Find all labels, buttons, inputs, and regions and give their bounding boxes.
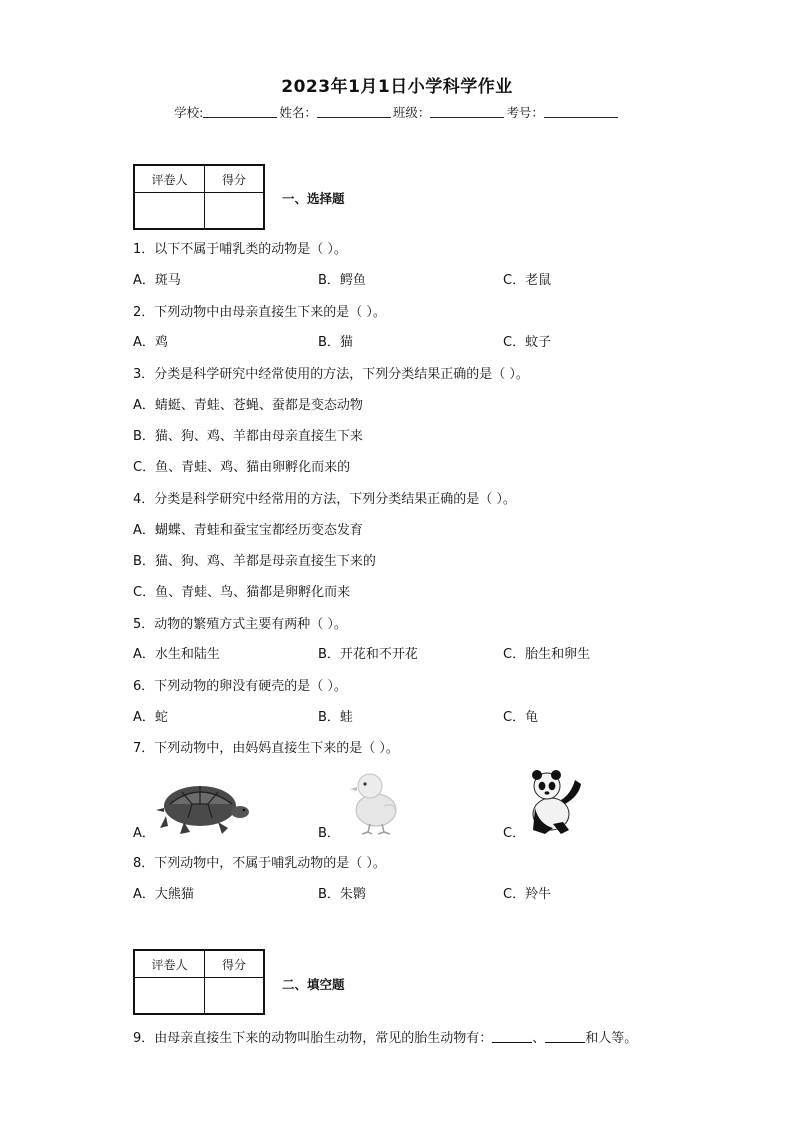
question-9-suffix: 和人等。 — [585, 1031, 638, 1046]
panda-image[interactable] — [523, 764, 587, 836]
score-cell[interactable] — [205, 193, 263, 228]
page-title: 2023年1月1日小学科学作业 — [281, 77, 513, 97]
option-b[interactable]: B．鳄鱼 — [318, 273, 366, 288]
answer-blank-1[interactable] — [492, 1030, 532, 1043]
name-label: 姓名： — [279, 105, 317, 120]
option-c[interactable]: C．胎生和卵生 — [503, 647, 591, 662]
question-9 — [133, 1027, 637, 1046]
option-b[interactable]: B． — [318, 826, 340, 841]
option-c[interactable]: C．鱼、青蛙、鸡、猫由卵孵化而来的 — [133, 460, 351, 475]
option-a[interactable]: A．水生和陆生 — [133, 647, 220, 662]
separator: 、 — [532, 1031, 546, 1046]
answer-blank-2[interactable] — [545, 1030, 585, 1043]
option-b[interactable]: B．猫、狗、鸡、羊都是母亲直接生下来的 — [133, 554, 376, 569]
class-blank[interactable] — [430, 105, 504, 118]
grader-table — [133, 164, 265, 230]
turtle-image[interactable] — [154, 778, 250, 836]
option-c[interactable]: C．羚牛 — [503, 887, 552, 902]
section-heading: 一、选择题 — [282, 191, 345, 206]
option-a[interactable]: A．蛇 — [133, 710, 168, 725]
option-c[interactable]: C．老鼠 — [503, 273, 552, 288]
section-heading: 二、填空题 — [282, 977, 345, 992]
question-6: 6．下列动物的卵没有硬壳的是（ ）。 — [133, 679, 347, 694]
option-a[interactable]: A．大熊猫 — [133, 887, 194, 902]
question-5: 5．动物的繁殖方式主要有两种（ ）。 — [133, 617, 347, 632]
school-label: 学校: — [174, 105, 204, 120]
grader-table — [133, 949, 265, 1015]
option-c[interactable]: C．蚊子 — [503, 335, 552, 350]
exam-no-label: 考号： — [506, 105, 544, 120]
option-a[interactable]: A．鸡 — [133, 335, 168, 350]
reviewer-cell[interactable] — [135, 193, 205, 228]
score-cell[interactable] — [205, 978, 263, 1013]
question-8: 8．下列动物中，不属于哺乳动物的是（ ）。 — [133, 856, 386, 871]
score-header: 得分 — [205, 166, 263, 193]
name-blank[interactable] — [317, 105, 391, 118]
option-c[interactable]: C．鱼、青蛙、鸟、猫都是卵孵化而来 — [133, 585, 351, 600]
option-b[interactable]: B．朱鹮 — [318, 887, 366, 902]
chick-image[interactable] — [344, 766, 406, 836]
question-2: 2．下列动物中由母亲直接生下来的是（ ）。 — [133, 305, 386, 320]
option-c[interactable]: C．龟 — [503, 710, 539, 725]
question-1: 1．以下不属于哺乳类的动物是（ ）。 — [133, 242, 347, 257]
reviewer-header: 评卷人 — [135, 166, 205, 193]
reviewer-header: 评卷人 — [135, 951, 205, 978]
exam-no-blank[interactable] — [544, 105, 618, 118]
question-4: 4．分类是科学研究中经常用的方法，下列分类结果正确的是（ ）。 — [133, 492, 516, 507]
class-label: 班级： — [392, 105, 431, 120]
option-a[interactable]: A．蜻蜓、青蛙、苍蝇、蚕都是变态动物 — [133, 398, 363, 413]
score-header: 得分 — [205, 951, 263, 978]
option-a[interactable]: A．斑马 — [133, 273, 181, 288]
option-a[interactable]: A．蝴蝶、青蛙和蚕宝宝都经历变态发育 — [133, 523, 363, 538]
option-b[interactable]: B．蛙 — [318, 710, 353, 725]
option-b[interactable]: B．猫、狗、鸡、羊都由母亲直接生下来 — [133, 429, 363, 444]
student-info-line — [0, 103, 794, 121]
school-blank[interactable] — [203, 105, 277, 118]
option-a[interactable]: A． — [133, 826, 155, 841]
question-3: 3．分类是科学研究中经常使用的方法，下列分类结果正确的是（ ）。 — [133, 367, 529, 382]
question-9-text: 9．由母亲直接生下来的动物叫胎生动物，常见的胎生动物有： — [133, 1031, 493, 1046]
question-7: 7．下列动物中，由妈妈直接生下来的是（ ）。 — [133, 741, 399, 756]
option-b[interactable]: B．猫 — [318, 335, 353, 350]
option-c[interactable]: C． — [503, 826, 526, 841]
reviewer-cell[interactable] — [135, 978, 205, 1013]
option-b[interactable]: B．开花和不开花 — [318, 647, 418, 662]
